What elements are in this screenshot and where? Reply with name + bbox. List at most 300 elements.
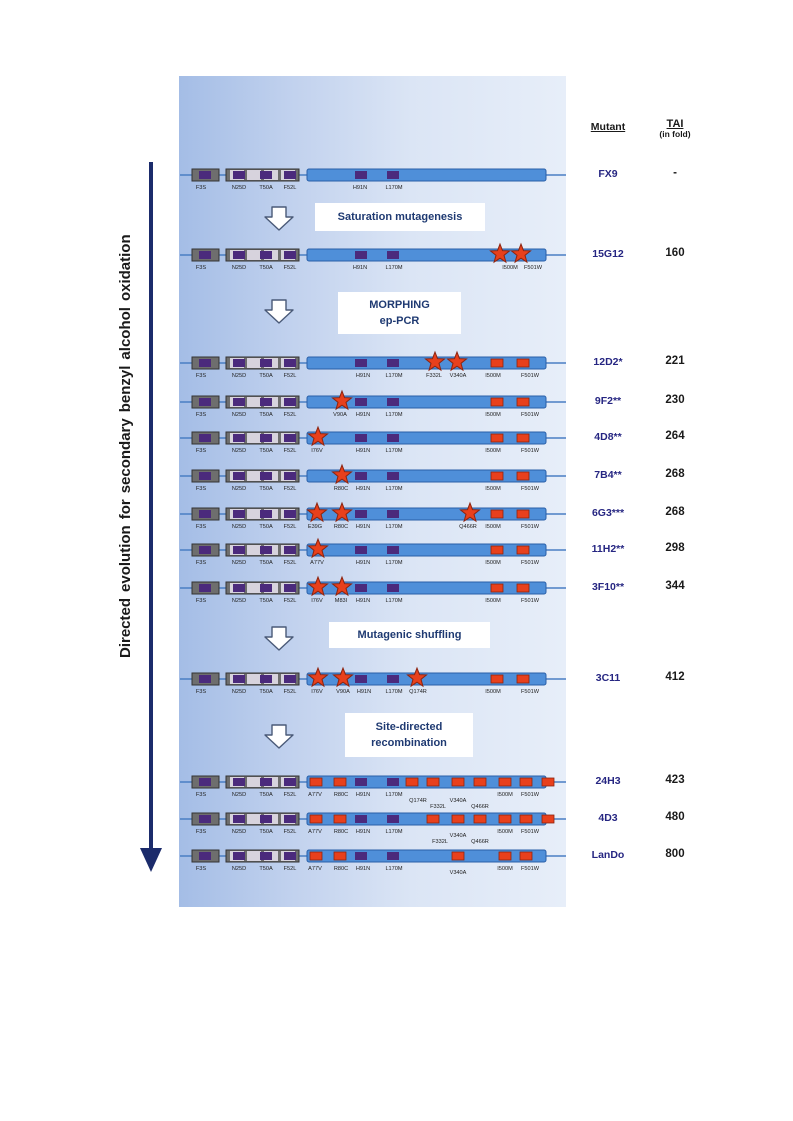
mutation-label: T50A xyxy=(259,373,273,379)
mutation-label: F52L xyxy=(283,598,297,604)
module-light-segment xyxy=(247,509,261,519)
parent-mutation-box xyxy=(284,584,296,592)
mutation-label: L170M xyxy=(385,373,403,379)
mutation-label: F3S xyxy=(195,792,207,798)
mutation-label: F3S xyxy=(195,265,207,271)
mutation-label: N25D xyxy=(231,866,247,872)
mutation-label: T50A xyxy=(259,560,273,566)
parent-mutation-box xyxy=(355,584,367,592)
mutation-label: N25D xyxy=(231,689,247,695)
mutation-label: F501W xyxy=(520,560,540,566)
mutant-column-header: Mutant xyxy=(590,121,626,133)
mutation-label: H91N xyxy=(352,185,368,191)
tai-value: 268 xyxy=(665,468,685,480)
mutation-label: Q466R xyxy=(471,839,489,845)
axis-label-word: alcohol xyxy=(117,307,134,360)
mutation-label: T50A xyxy=(259,486,273,492)
mutant-name: 12D2* xyxy=(593,356,623,368)
mutation-box xyxy=(517,546,529,554)
parent-mutation-box xyxy=(284,472,296,480)
module-light-segment xyxy=(247,250,261,260)
mutation-label: A77V xyxy=(310,560,324,566)
parent-mutation-box xyxy=(233,251,245,259)
mutation-label: V90A xyxy=(333,412,347,418)
parent-mutation-box xyxy=(284,359,296,367)
mutation-box xyxy=(542,815,554,823)
mutation-label: F52L xyxy=(283,560,297,566)
parent-mutation-box xyxy=(233,584,245,592)
gene-row xyxy=(180,539,566,566)
parent-mutation-box xyxy=(260,359,272,367)
mutation-box xyxy=(499,778,511,786)
parent-mutation-box xyxy=(284,546,296,554)
mutant-name: 4D3 xyxy=(598,812,618,824)
tai-value: 230 xyxy=(665,394,685,406)
tai-value: 480 xyxy=(665,811,685,823)
mutation-label: T50A xyxy=(259,598,273,604)
gene-row xyxy=(180,503,566,530)
mutation-box xyxy=(491,434,503,442)
mutation-label: V340A xyxy=(449,833,467,839)
mutation-label: F501W xyxy=(520,373,540,379)
step-down-arrow xyxy=(265,300,293,323)
parent-mutation-box xyxy=(387,510,399,518)
mutation-label: R80C xyxy=(333,486,349,492)
method-step-line: Saturation mutagenesis xyxy=(337,211,463,223)
parent-mutation-box xyxy=(260,778,272,786)
mutation-label: L170M xyxy=(385,689,403,695)
parent-mutation-box xyxy=(260,510,272,518)
gene-row xyxy=(180,465,566,492)
parent-mutation-box xyxy=(260,171,272,179)
parent-mutation-box xyxy=(387,434,399,442)
mutation-box xyxy=(474,815,486,823)
mutation-label: Q174R xyxy=(409,798,427,804)
mutation-label: I500M xyxy=(485,412,501,418)
mutation-box xyxy=(474,778,486,786)
parent-mutation-box xyxy=(387,815,399,823)
parent-mutation-box xyxy=(284,171,296,179)
parent-mutation-box xyxy=(355,852,367,860)
parent-mutation-box xyxy=(233,815,245,823)
parent-mutation-box xyxy=(387,171,399,179)
mutation-label: F3S xyxy=(195,829,207,835)
mutation-label: F332L xyxy=(432,839,448,845)
mutation-box xyxy=(499,852,511,860)
mutation-box xyxy=(427,778,439,786)
parent-mutation-box xyxy=(355,546,367,554)
parent-mutation-box xyxy=(199,546,211,554)
mutation-label: F3S xyxy=(195,598,207,604)
mutation-label: F3S xyxy=(195,524,207,530)
axis-label-word: Directed xyxy=(117,597,134,658)
axis-label-word: evolution xyxy=(117,525,134,592)
mutation-label: F3S xyxy=(195,866,207,872)
mutation-label: F501W xyxy=(520,792,540,798)
mutation-label: F52L xyxy=(283,265,297,271)
mutation-box xyxy=(517,434,529,442)
mutation-label: L170M xyxy=(385,792,403,798)
mutation-label: F52L xyxy=(283,866,297,872)
mutation-label: I76V xyxy=(311,689,323,695)
parent-mutation-box xyxy=(260,584,272,592)
tai-value: 423 xyxy=(665,774,685,786)
mutant-name: 24H3 xyxy=(595,775,621,787)
mutation-label: F501W xyxy=(523,265,543,271)
mutant-name: 7B4** xyxy=(594,469,622,481)
parent-mutation-box xyxy=(199,398,211,406)
mutation-label: F501W xyxy=(520,689,540,695)
method-step-line: Mutagenic shuffling xyxy=(357,629,462,641)
tai-value: 160 xyxy=(665,247,685,259)
mutation-box xyxy=(491,398,503,406)
gene-main-domain xyxy=(307,169,546,181)
mutation-label: N25D xyxy=(231,829,247,835)
mutant-name: LanDo xyxy=(591,849,625,861)
mutation-box xyxy=(334,815,346,823)
mutation-label: N25D xyxy=(231,448,247,454)
mutation-label: F3S xyxy=(195,448,207,454)
parent-mutation-box xyxy=(387,359,399,367)
mutation-label: H91N xyxy=(355,486,371,492)
mutation-label: F3S xyxy=(195,373,207,379)
method-step-label xyxy=(338,292,461,334)
parent-mutation-box xyxy=(284,778,296,786)
mutation-label: L170M xyxy=(385,412,403,418)
parent-mutation-box xyxy=(233,359,245,367)
mutation-label: H91N xyxy=(356,689,372,695)
parent-mutation-box xyxy=(233,675,245,683)
mutation-label: V340A xyxy=(449,798,467,804)
mutation-label: A77V xyxy=(308,829,322,835)
mutation-box xyxy=(452,778,464,786)
parent-mutation-box xyxy=(284,510,296,518)
mutation-label: L170M xyxy=(385,486,403,492)
parent-mutation-box xyxy=(233,510,245,518)
mutation-label: H91N xyxy=(355,866,371,872)
mutation-box xyxy=(310,778,322,786)
mutant-name: 6G3*** xyxy=(591,507,625,519)
module-light-segment xyxy=(247,814,261,824)
tai-value: 298 xyxy=(665,542,685,554)
method-step-label xyxy=(329,622,490,648)
tai-value: 264 xyxy=(665,430,685,442)
parent-mutation-box xyxy=(355,675,367,683)
mutation-label: V340A xyxy=(449,373,467,379)
parent-mutation-box xyxy=(260,472,272,480)
mutation-label: L170M xyxy=(385,448,403,454)
mutation-label: Q466R xyxy=(459,524,477,530)
mutation-label: Q174R xyxy=(409,689,427,695)
mutation-box xyxy=(452,852,464,860)
mutation-label: R80C xyxy=(333,792,349,798)
tai-value: 344 xyxy=(665,580,685,592)
mutation-label: H91N xyxy=(355,524,371,530)
parent-mutation-box xyxy=(260,398,272,406)
mutation-box xyxy=(517,510,529,518)
mutation-label: A77V xyxy=(308,792,322,798)
mutation-label: I500M xyxy=(497,792,513,798)
parent-mutation-box xyxy=(199,778,211,786)
mutation-label: N25D xyxy=(231,265,247,271)
mutation-label: H91N xyxy=(355,412,371,418)
parent-mutation-box xyxy=(387,472,399,480)
method-step-line: Site-directed xyxy=(375,721,443,733)
module-light-segment xyxy=(247,358,261,368)
gene-row xyxy=(180,391,566,418)
mutation-label: V90A xyxy=(336,689,350,695)
mutation-box xyxy=(310,815,322,823)
mutation-label: T50A xyxy=(259,185,273,191)
mutation-box xyxy=(499,815,511,823)
mutation-label: L170M xyxy=(385,524,403,530)
mutation-box xyxy=(491,472,503,480)
parent-mutation-box xyxy=(199,434,211,442)
mutation-label: F52L xyxy=(283,412,297,418)
mutation-label: F52L xyxy=(283,829,297,835)
mutation-label: N25D xyxy=(231,560,247,566)
parent-mutation-box xyxy=(233,778,245,786)
mutation-label: I500M xyxy=(497,829,513,835)
step-down-arrow xyxy=(265,207,293,230)
parent-mutation-box xyxy=(233,546,245,554)
mutation-label: F52L xyxy=(283,689,297,695)
mutation-label: I76V xyxy=(311,448,323,454)
parent-mutation-box xyxy=(387,675,399,683)
mutation-box xyxy=(491,359,503,367)
mutation-label: I76V xyxy=(311,598,323,604)
parent-mutation-box xyxy=(260,675,272,683)
mutation-label: R80C xyxy=(333,866,349,872)
mutation-box xyxy=(491,675,503,683)
mutation-box xyxy=(310,852,322,860)
mutation-label: L170M xyxy=(385,598,403,604)
mutation-label: R80C xyxy=(333,524,349,530)
mutation-box xyxy=(427,815,439,823)
mutation-label: I500M xyxy=(485,598,501,604)
parent-mutation-box xyxy=(355,251,367,259)
mutation-label: N25D xyxy=(231,598,247,604)
mutation-label: H91N xyxy=(352,265,368,271)
mutation-label: T50A xyxy=(259,689,273,695)
mutation-label: H91N xyxy=(355,829,371,835)
parent-mutation-box xyxy=(199,359,211,367)
parent-mutation-box xyxy=(284,251,296,259)
mutation-label: F3S xyxy=(195,689,207,695)
mutation-label: M83I xyxy=(334,598,348,604)
mutation-label: N25D xyxy=(231,792,247,798)
mutation-box xyxy=(517,359,529,367)
mutation-label: F3S xyxy=(195,185,207,191)
parent-mutation-box xyxy=(199,675,211,683)
parent-mutation-box xyxy=(284,434,296,442)
method-step-label xyxy=(315,203,485,231)
mutation-box xyxy=(517,472,529,480)
parent-mutation-box xyxy=(233,472,245,480)
mutation-label: F501W xyxy=(520,829,540,835)
parent-mutation-box xyxy=(355,472,367,480)
tai-header-unit: (in fold) xyxy=(659,129,691,139)
parent-mutation-box xyxy=(284,852,296,860)
mutation-label: F332L xyxy=(430,804,446,810)
mutation-label: L170M xyxy=(385,560,403,566)
mutant-name: 3F10** xyxy=(591,581,625,593)
parent-mutation-box xyxy=(284,675,296,683)
parent-mutation-box xyxy=(387,251,399,259)
mutation-box xyxy=(517,675,529,683)
mutation-box xyxy=(542,778,554,786)
parent-mutation-box xyxy=(284,398,296,406)
mutation-label: H91N xyxy=(355,792,371,798)
tai-value: - xyxy=(673,167,677,179)
parent-mutation-box xyxy=(233,171,245,179)
parent-mutation-box xyxy=(260,251,272,259)
mutation-label: I500M xyxy=(502,265,518,271)
mutation-label: F52L xyxy=(283,185,297,191)
mutation-label: I500M xyxy=(485,560,501,566)
tai-value: 800 xyxy=(665,848,685,860)
mutation-label: I500M xyxy=(497,866,513,872)
mutation-label: T50A xyxy=(259,265,273,271)
mutation-box xyxy=(491,510,503,518)
parent-mutation-box xyxy=(260,434,272,442)
gene-row xyxy=(180,577,566,604)
parent-mutation-box xyxy=(233,852,245,860)
parent-mutation-box xyxy=(355,359,367,367)
mutation-box xyxy=(517,584,529,592)
mutation-label: H91N xyxy=(355,373,371,379)
parent-mutation-box xyxy=(387,852,399,860)
gene-main-domain xyxy=(307,544,546,556)
gene-row xyxy=(180,244,566,271)
tai-header-label: TAI xyxy=(666,118,684,130)
mutation-label: L170M xyxy=(385,265,403,271)
mutation-label: F501W xyxy=(520,486,540,492)
method-step-line: recombination xyxy=(371,737,447,749)
step-down-arrow xyxy=(265,725,293,748)
gene-row xyxy=(180,776,566,810)
mutation-label: F501W xyxy=(520,866,540,872)
mutant-name: 4D8** xyxy=(594,431,622,443)
module-light-segment xyxy=(247,170,261,180)
mutation-label: T50A xyxy=(259,412,273,418)
mutation-label: F52L xyxy=(283,524,297,530)
mutation-label: I500M xyxy=(485,448,501,454)
mutation-box xyxy=(491,546,503,554)
mutation-label: T50A xyxy=(259,448,273,454)
mutation-label: F52L xyxy=(283,373,297,379)
mutation-label: I500M xyxy=(485,524,501,530)
mutation-box xyxy=(517,398,529,406)
method-step-line: ep-PCR xyxy=(379,315,420,327)
parent-mutation-box xyxy=(387,778,399,786)
mutation-label: F3S xyxy=(195,412,207,418)
parent-mutation-box xyxy=(199,171,211,179)
module-light-segment xyxy=(247,851,261,861)
mutation-label: N25D xyxy=(231,412,247,418)
mutation-label: I500M xyxy=(485,486,501,492)
parent-mutation-box xyxy=(387,546,399,554)
mutation-box xyxy=(406,778,418,786)
tai-value: 221 xyxy=(665,355,685,367)
mutation-label: T50A xyxy=(259,524,273,530)
mutation-label: I500M xyxy=(485,373,501,379)
parent-mutation-box xyxy=(199,815,211,823)
method-step-label xyxy=(345,713,473,757)
mutation-label: N25D xyxy=(231,185,247,191)
gene-row xyxy=(180,668,566,695)
mutation-label: F52L xyxy=(283,448,297,454)
parent-mutation-box xyxy=(355,815,367,823)
module-light-segment xyxy=(247,545,261,555)
mutation-label: T50A xyxy=(259,866,273,872)
gene-row xyxy=(180,352,566,379)
gene-row xyxy=(180,169,566,191)
mutation-label: I500M xyxy=(485,689,501,695)
mutation-label: L170M xyxy=(385,185,403,191)
mutation-box xyxy=(520,778,532,786)
mutation-label: F332L xyxy=(426,373,442,379)
mutant-name: 15G12 xyxy=(592,248,624,260)
mutation-label: H91N xyxy=(355,448,371,454)
module-light-segment xyxy=(247,674,261,684)
evolution-arrow-head xyxy=(140,848,162,872)
mutation-label: N25D xyxy=(231,524,247,530)
module-light-segment xyxy=(247,433,261,443)
mutation-label: F3S xyxy=(195,560,207,566)
parent-mutation-box xyxy=(355,171,367,179)
parent-mutation-box xyxy=(199,584,211,592)
axis-label-word: oxidation xyxy=(117,234,134,302)
mutant-name: 11H2** xyxy=(591,543,625,555)
mutation-label: H91N xyxy=(355,598,371,604)
parent-mutation-box xyxy=(199,510,211,518)
mutation-box xyxy=(334,852,346,860)
mutation-label: F501W xyxy=(520,598,540,604)
mutation-label: N25D xyxy=(231,373,247,379)
mutant-name: 9F2** xyxy=(594,395,622,407)
parent-mutation-box xyxy=(199,852,211,860)
mutation-label: F501W xyxy=(520,448,540,454)
parent-mutation-box xyxy=(199,251,211,259)
parent-mutation-box xyxy=(387,584,399,592)
gene-row xyxy=(180,850,566,876)
method-step-line: MORPHING xyxy=(369,299,430,311)
parent-mutation-box xyxy=(284,815,296,823)
mutation-label: T50A xyxy=(259,829,273,835)
mutation-box xyxy=(491,584,503,592)
module-light-segment xyxy=(247,777,261,787)
parent-mutation-box xyxy=(260,852,272,860)
parent-mutation-box xyxy=(199,472,211,480)
mutation-box xyxy=(452,815,464,823)
gene-row xyxy=(180,813,566,845)
parent-mutation-box xyxy=(355,510,367,518)
mutation-label: L170M xyxy=(385,829,403,835)
gene-main-domain xyxy=(307,432,546,444)
gene-row xyxy=(180,427,566,454)
mutation-label: T50A xyxy=(259,792,273,798)
mutation-label: F3S xyxy=(195,486,207,492)
mutation-label: F501W xyxy=(520,412,540,418)
mutation-box xyxy=(520,815,532,823)
module-light-segment xyxy=(247,583,261,593)
axis-label-word: benzyl xyxy=(117,365,134,413)
axis-label-word: secondary xyxy=(117,418,134,494)
tai-value: 412 xyxy=(665,671,685,683)
module-light-segment xyxy=(247,397,261,407)
mutation-label: F52L xyxy=(283,486,297,492)
